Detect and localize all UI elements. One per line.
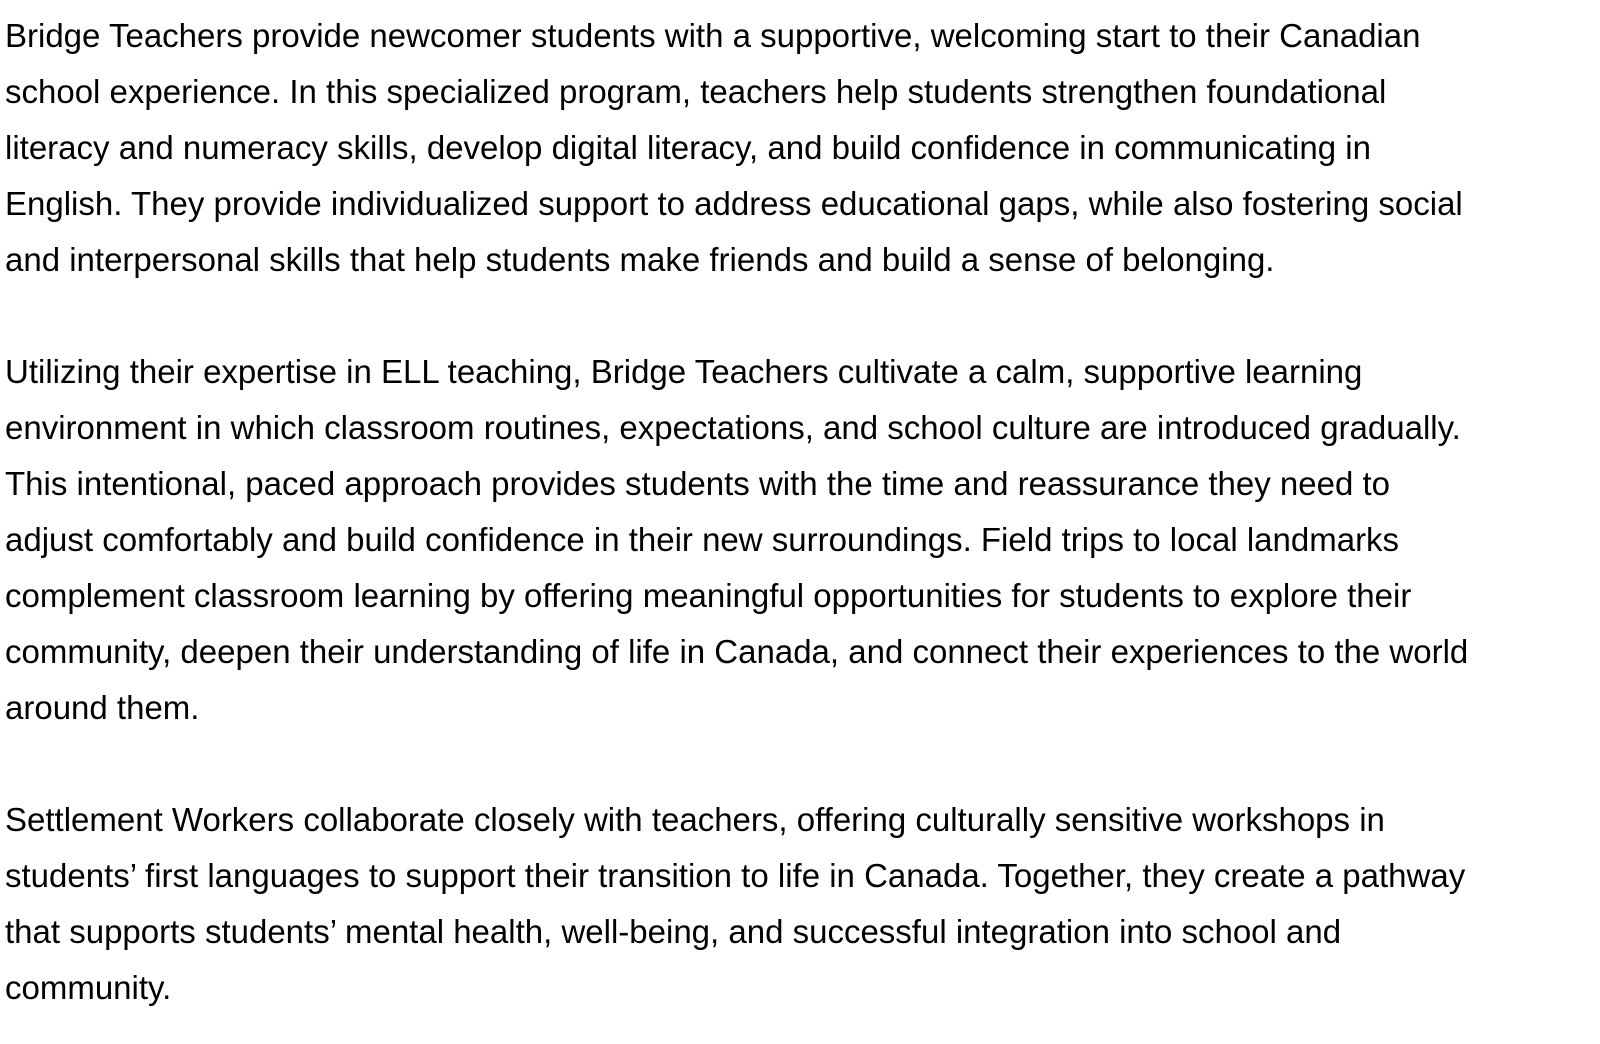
text-line: school experience. In this specialized program, teachers help students strengthen foundational [5, 73, 1387, 110]
text-line: literacy and numeracy skills, develop digital literacy, and build confidence in communicating in [5, 129, 1371, 166]
text-line: English. They provide individualized support to address educational gaps, while also fostering social [5, 185, 1463, 222]
text-line: environment in which classroom routines, expectations, and school culture are introduced gradually. [5, 409, 1461, 446]
text-line: that supports students’ mental health, well-being, and successful integration into school and [5, 913, 1342, 950]
text-line: around them. [5, 689, 200, 726]
text-line: complement classroom learning by offering meaningful opportunities for students to explore their [5, 577, 1412, 614]
text-line: Settlement Workers collaborate closely with teachers, offering culturally sensitive workshops in [5, 801, 1385, 838]
paragraph-bridge-teachers [5, 8, 1595, 288]
text-line: Bridge Teachers provide newcomer students with a supportive, welcoming start to their Canadian [5, 17, 1421, 54]
text-line: and interpersonal skills that help students make friends and build a sense of belonging. [5, 241, 1275, 278]
text-line: adjust comfortably and build confidence in their new surroundings. Field trips to local landmarks [5, 521, 1400, 558]
paragraph-ell-expertise [5, 344, 1595, 736]
paragraph-settlement-workers [5, 792, 1595, 1016]
text-line: students’ first languages to support their transition to life in Canada. Together, they create a pathway [5, 857, 1466, 894]
text-line: community. [5, 969, 172, 1006]
text-line: This intentional, paced approach provides students with the time and reassurance they need to [5, 465, 1391, 502]
text-line: community, deepen their understanding of life in Canada, and connect their experiences to the world [5, 633, 1469, 670]
text-line: Utilizing their expertise in ELL teaching, Bridge Teachers cultivate a calm, supportive learning [5, 353, 1363, 390]
document-body [5, 8, 1595, 1016]
